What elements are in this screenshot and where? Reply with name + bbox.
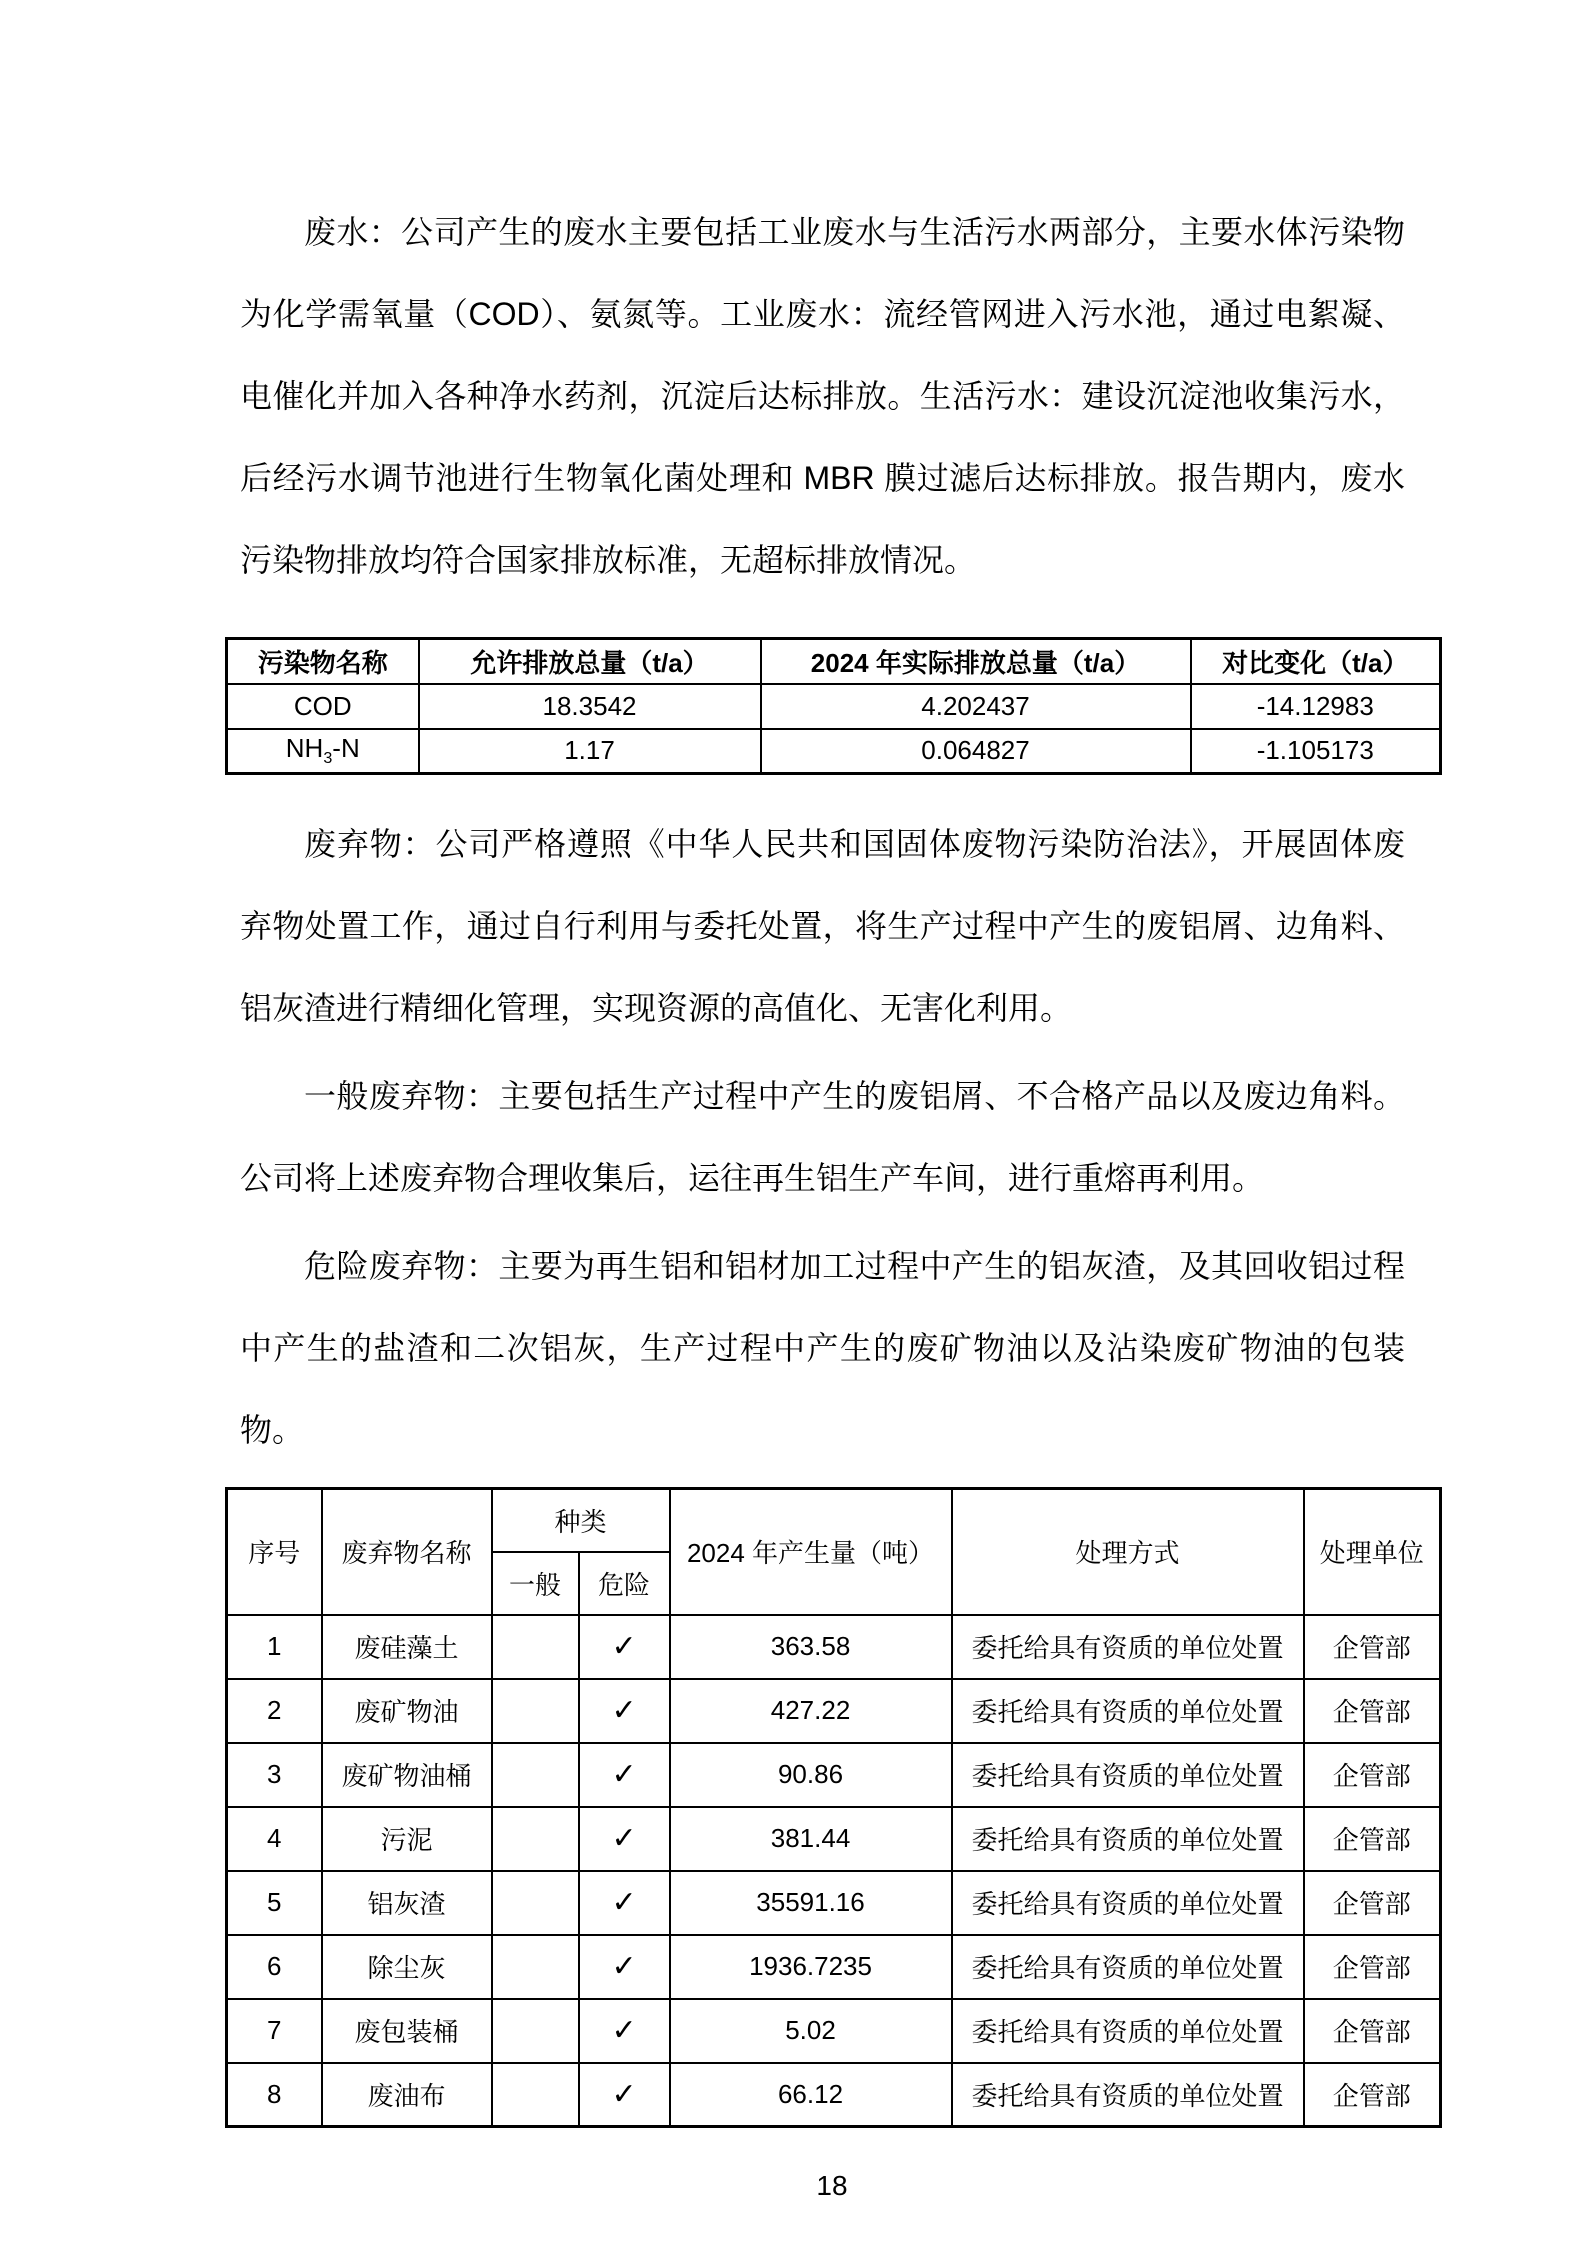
cell-waste-name: 废矿物油 — [322, 1679, 492, 1743]
emission-table-header-row — [227, 639, 1441, 684]
cell-disposal-method: 委托给具有资质的单位处置 — [952, 2063, 1304, 2127]
emission-table — [225, 637, 1442, 775]
cell-waste-name: 铝灰渣 — [322, 1871, 492, 1935]
cell-disposal-method: 委托给具有资质的单位处置 — [952, 1999, 1304, 2063]
cell-type-hazardous-checkmark: ✓ — [579, 1807, 670, 1871]
table-row — [227, 1807, 1441, 1871]
pollutant-formula-rest: -N — [332, 733, 360, 764]
cell-type-hazardous-checkmark: ✓ — [579, 1935, 670, 1999]
cell-disposal-unit: 企管部 — [1304, 1743, 1441, 1807]
header-amount-2024: 2024 年产生量（吨） — [670, 1489, 952, 1615]
header-disposal-method: 处理方式 — [952, 1489, 1304, 1615]
header-type-general: 一般 — [492, 1552, 579, 1615]
cell-allowed-total: 18.3542 — [419, 684, 761, 729]
cell-type-hazardous-checkmark: ✓ — [579, 1743, 670, 1807]
cell-change: -14.12983 — [1191, 684, 1441, 729]
cell-type-general — [492, 1935, 579, 1999]
table-row — [227, 729, 1441, 774]
header-disposal-unit: 处理单位 — [1304, 1489, 1441, 1615]
cell-amount: 5.02 — [670, 1999, 952, 2063]
paragraph-general-waste: 一般废弃物：主要包括生产过程中产生的废铝屑、不合格产品以及废边角料。公司将上述废弃物合理收集后，运往再生铝生产车间，进行重熔再利用。 — [240, 1078, 1405, 1196]
cell-disposal-method: 委托给具有资质的单位处置 — [952, 1615, 1304, 1679]
cell-type-general — [492, 2063, 579, 2127]
table-row — [227, 1679, 1441, 1743]
cell-type-general — [492, 1807, 579, 1871]
header-allowed-total: 允许排放总量（t/a） — [419, 639, 761, 684]
cell-waste-name: 除尘灰 — [322, 1935, 492, 1999]
cell-amount: 35591.16 — [670, 1871, 952, 1935]
cell-amount: 90.86 — [670, 1743, 952, 1807]
cell-waste-name: 污泥 — [322, 1807, 492, 1871]
table-row — [227, 684, 1441, 729]
cell-disposal-method: 委托给具有资质的单位处置 — [952, 1743, 1304, 1807]
cell-waste-name: 废矿物油桶 — [322, 1743, 492, 1807]
cell-actual-total: 0.064827 — [761, 729, 1191, 774]
cell-serial-no: 6 — [227, 1935, 322, 1999]
cell-pollutant-name: COD — [227, 684, 419, 729]
pollutant-formula-subscript: 3 — [323, 749, 333, 768]
cell-serial-no: 7 — [227, 1999, 322, 2063]
cell-disposal-unit: 企管部 — [1304, 1615, 1441, 1679]
cell-serial-no: 3 — [227, 1743, 322, 1807]
table-row — [227, 1999, 1441, 2063]
cell-disposal-unit: 企管部 — [1304, 1807, 1441, 1871]
cell-type-general — [492, 1743, 579, 1807]
cell-change: -1.105173 — [1191, 729, 1441, 774]
cell-type-general — [492, 1679, 579, 1743]
cell-actual-total: 4.202437 — [761, 684, 1191, 729]
cell-disposal-unit: 企管部 — [1304, 1871, 1441, 1935]
cell-disposal-unit: 企管部 — [1304, 2063, 1441, 2127]
cell-disposal-method: 委托给具有资质的单位处置 — [952, 1679, 1304, 1743]
header-actual-total: 2024 年实际排放总量（t/a） — [761, 639, 1191, 684]
cell-disposal-method: 委托给具有资质的单位处置 — [952, 1807, 1304, 1871]
cell-type-hazardous-checkmark: ✓ — [579, 1999, 670, 2063]
cell-serial-no: 2 — [227, 1679, 322, 1743]
cell-type-hazardous-checkmark: ✓ — [579, 1615, 670, 1679]
cell-type-hazardous-checkmark: ✓ — [579, 1679, 670, 1743]
paragraph-waste-intro: 废弃物：公司严格遵照《中华人民共和国固体废物污染防治法》，开展固体废弃物处置工作，通过自行利用与委托处置，将生产过程中产生的废铝屑、边角料、铝灰渣进行精细化管理，实现资源的高值化、无害化利用。 — [240, 826, 1405, 1026]
paragraph-hazardous-waste: 危险废弃物：主要为再生铝和铝材加工过程中产生的铝灰渣，及其回收铝过程中产生的盐渣和二次铝灰，生产过程中产生的废矿物油以及沾染废矿物油的包装物。 — [240, 1248, 1405, 1448]
cell-type-hazardous-checkmark: ✓ — [579, 1871, 670, 1935]
header-serial-no: 序号 — [227, 1489, 322, 1615]
pollutant-formula-base: NH — [285, 733, 324, 764]
header-pollutant-name: 污染物名称 — [227, 639, 419, 684]
cell-type-general — [492, 1615, 579, 1679]
table-row — [227, 1743, 1441, 1807]
cell-type-general — [492, 1871, 579, 1935]
cell-type-hazardous-checkmark: ✓ — [579, 2063, 670, 2127]
paragraph-wastewater: 废水：公司产生的废水主要包括工业废水与生活污水两部分，主要水体污染物为化学需氧量（COD）、氨氮等。工业废水：流经管网进入污水池，通过电絮凝、电催化并加入各种净水药剂，沉淀后达标排放。生活污水：建设沉淀池收集污水，后经污水调节池进行生物氧化菌处理和 MBR 膜过滤后达标排放。报告期内，废水污染物排放均符合国家排放标准，无超标排放情况。 — [240, 214, 1405, 578]
cell-amount: 1936.7235 — [670, 1935, 952, 1999]
cell-disposal-unit: 企管部 — [1304, 1999, 1441, 2063]
header-waste-type: 种类 — [492, 1489, 670, 1552]
cell-amount: 66.12 — [670, 2063, 952, 2127]
table-row — [227, 1615, 1441, 1679]
cell-amount: 363.58 — [670, 1615, 952, 1679]
header-change: 对比变化（t/a） — [1191, 639, 1441, 684]
cell-disposal-method: 委托给具有资质的单位处置 — [952, 1935, 1304, 1999]
cell-serial-no: 4 — [227, 1807, 322, 1871]
cell-waste-name: 废包装桶 — [322, 1999, 492, 2063]
cell-waste-name: 废油布 — [322, 2063, 492, 2127]
page-number: 18 — [816, 2170, 848, 2201]
cell-amount: 427.22 — [670, 1679, 952, 1743]
cell-disposal-unit: 企管部 — [1304, 1935, 1441, 1999]
cell-allowed-total: 1.17 — [419, 729, 761, 774]
cell-serial-no: 1 — [227, 1615, 322, 1679]
table-row — [227, 1935, 1441, 1999]
table-row — [227, 2063, 1441, 2127]
cell-waste-name: 废硅藻土 — [322, 1615, 492, 1679]
table-row — [227, 1871, 1441, 1935]
cell-pollutant-name — [227, 729, 419, 774]
header-type-hazardous: 危险 — [579, 1552, 670, 1615]
header-waste-name: 废弃物名称 — [322, 1489, 492, 1615]
waste-table — [225, 1487, 1442, 2128]
cell-serial-no: 8 — [227, 2063, 322, 2127]
cell-serial-no: 5 — [227, 1871, 322, 1935]
cell-type-general — [492, 1999, 579, 2063]
cell-disposal-unit: 企管部 — [1304, 1679, 1441, 1743]
cell-disposal-method: 委托给具有资质的单位处置 — [952, 1871, 1304, 1935]
cell-amount: 381.44 — [670, 1807, 952, 1871]
waste-table-header-row-1 — [227, 1489, 1441, 1552]
